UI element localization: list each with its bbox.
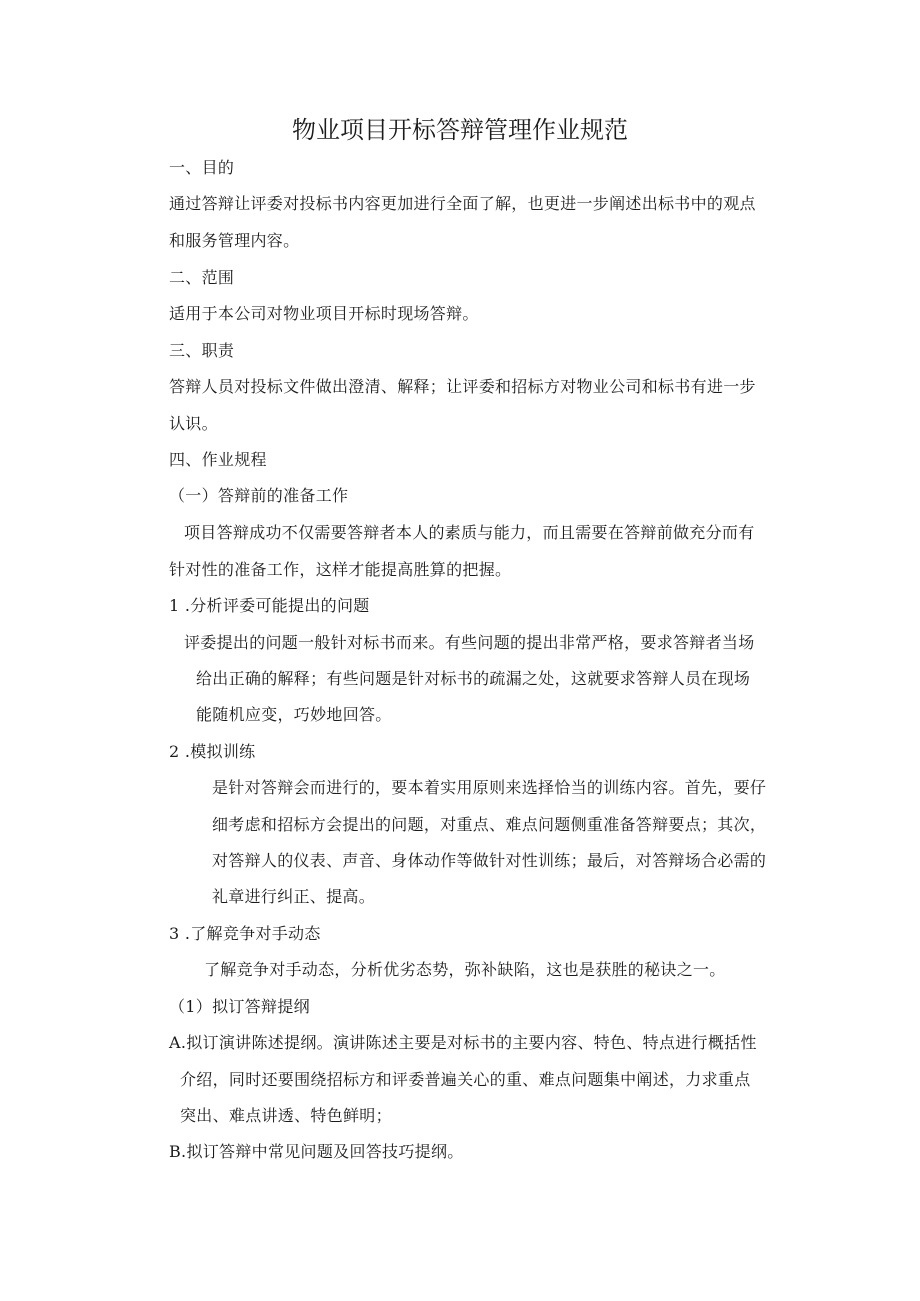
paragraph-line: 介绍，同时还要围绕招标方和评委普遍关心的重、难点问题集中阐述，力求重点 (180, 1070, 751, 1089)
heading-purpose: 一、目的 (169, 158, 235, 177)
paragraph-line: 给出正确的解释；有些问题是针对标书的疏漏之处，这就要求答辩人员在现场 (196, 669, 751, 688)
heading-responsibility: 三、职责 (169, 341, 235, 360)
paragraph-line: 细考虑和招标方会提出的问题，对重点、难点问题侧重准备答辩要点；其次， (212, 815, 767, 834)
paragraph-line: 礼章进行纠正、提高。 (212, 887, 376, 906)
paragraph-line: 项目答辩成功不仅需要答辩者本人的素质与能力，而且需要在答辩前做充分而有 (184, 523, 755, 542)
list-item-heading: 2 .模拟训练 (169, 742, 256, 761)
list-item-heading: 1 .分析评委可能提出的问题 (169, 596, 370, 615)
heading-procedure: 四、作业规程 (169, 450, 267, 469)
paragraph-line: 评委提出的问题一般针对标书而来。有些问题的提出非常严格，要求答辩者当场 (184, 633, 755, 652)
paragraph-line: 对答辩人的仪表、声音、身体动作等做针对性训练；最后，对答辩场合必需的 (212, 851, 767, 870)
paragraph-line: 能随机应变，巧妙地回答。 (196, 705, 392, 724)
subheading-outline: （1）拟订答辩提纲 (169, 997, 310, 1016)
paragraph-line: B.拟订答辩中常见问题及回答技巧提纲。 (169, 1142, 464, 1161)
paragraph-line: 针对性的准备工作，这样才能提高胜算的把握。 (169, 560, 512, 579)
list-item-heading: 3 .了解竞争对手动态 (169, 924, 321, 943)
paragraph-line: 适用于本公司对物业项目开标时现场答辩。 (169, 304, 479, 323)
paragraph-line: 了解竞争对手动态，分析优劣态势，弥补缺陷，这也是获胜的秘诀之一。 (204, 960, 726, 979)
paragraph-line: 通过答辩让评委对投标书内容更加进行全面了解，也更进一步阐述出标书中的观点 (169, 194, 756, 213)
paragraph-line: A.拟订演讲陈述提纲。演讲陈述主要是对标书的主要内容、特色、特点进行概括性 (169, 1033, 757, 1052)
document-title: 物业项目开标答辩管理作业规范 (292, 116, 628, 144)
heading-scope: 二、范围 (169, 268, 235, 287)
paragraph-line: 突出、难点讲透、特色鲜明； (180, 1106, 392, 1125)
paragraph-line: 答辩人员对投标文件做出澄清、解释；让评委和招标方对物业公司和标书有进一步 (169, 377, 756, 396)
paragraph-line: 认识。 (169, 414, 218, 433)
paragraph-line: 和服务管理内容。 (169, 231, 300, 250)
paragraph-line: 是针对答辩会而进行的，要本着实用原则来选择恰当的训练内容。首先，要仔 (212, 778, 767, 797)
subheading-preparation: （一）答辩前的准备工作 (169, 486, 349, 505)
